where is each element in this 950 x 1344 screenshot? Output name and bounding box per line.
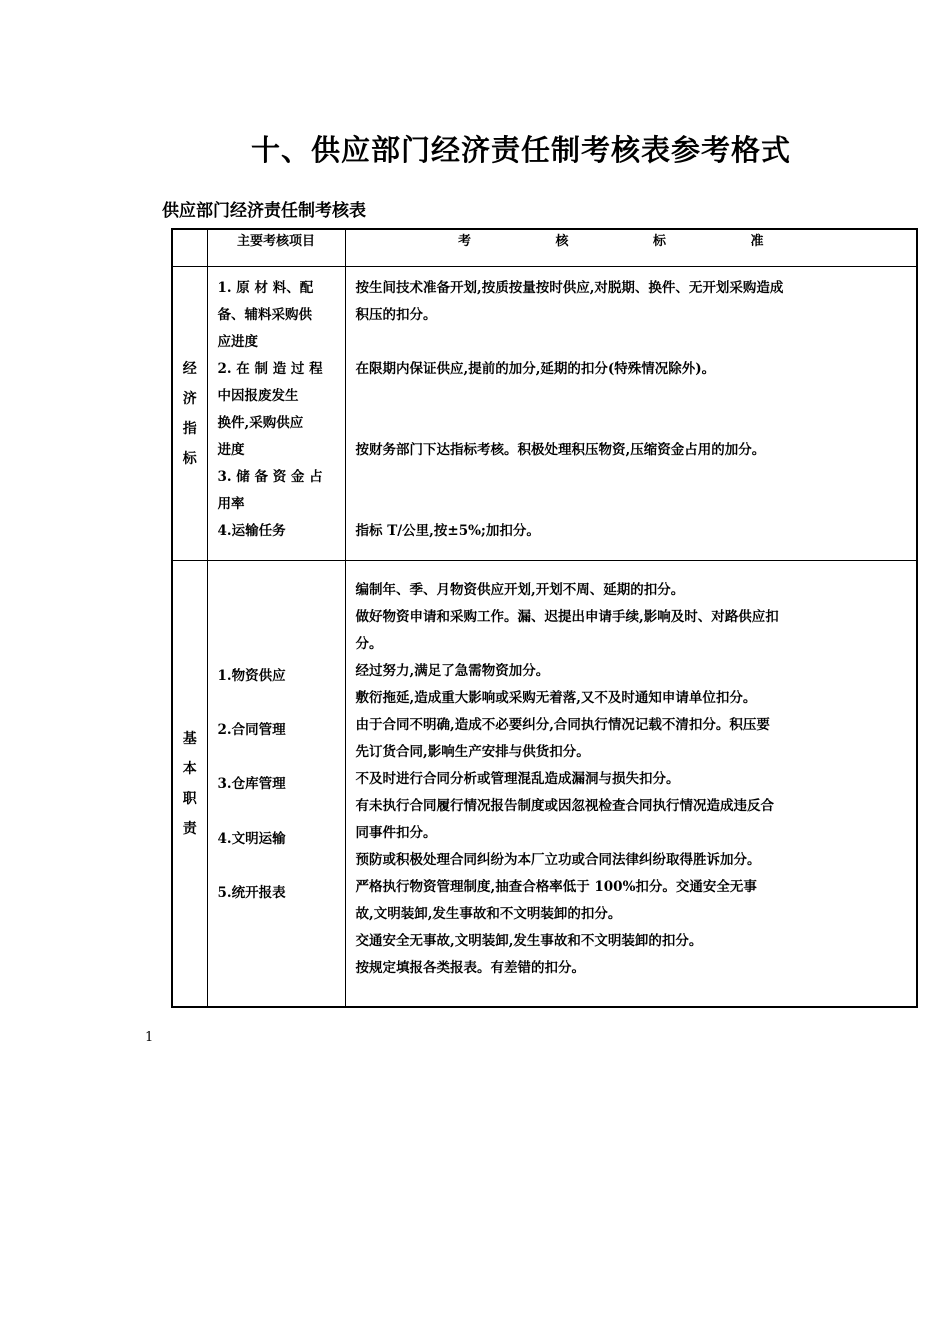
- duty-standard-line: 先订货合同,影响生产安排与供货扣分。: [355, 744, 590, 760]
- duty-standard-line: 经过努力,满足了急需物资加分。: [355, 663, 550, 679]
- duty-items: [207, 561, 345, 1008]
- duty-item: 2.合同管理: [217, 722, 286, 738]
- econ-item-line: 3. 储 备 资 金 占: [217, 469, 323, 485]
- header-standard: 考 核 标 准: [345, 229, 917, 267]
- econ-item-line: 用率: [217, 496, 245, 512]
- assessment-table: [171, 228, 918, 1008]
- table-caption: 供应部门经济责任制考核表: [162, 201, 366, 221]
- duty-item: 1.物资供应: [217, 668, 286, 684]
- category-econ: 经 济 指 标: [172, 267, 207, 561]
- document-title: 十、供应部门经济责任制考核表参考格式: [250, 133, 791, 167]
- econ-item-line: 4.运输任务: [217, 523, 286, 539]
- econ-standard-line: 积压的扣分。: [355, 307, 437, 323]
- econ-row: [172, 267, 917, 561]
- duty-standard-line: 按规定填报各类报表。有差错的扣分。: [355, 960, 585, 976]
- duty-standards: [345, 561, 917, 1008]
- duty-standard-line: 不及时进行合同分析或管理混乱造成漏洞与损失扣分。: [355, 771, 680, 787]
- duty-standard-line: 由于合同不明确,造成不必要纠分,合同执行情况记载不清扣分。积压要: [355, 717, 770, 733]
- duty-standard-line: 故,文明装卸,发生事故和不文明装卸的扣分。: [355, 906, 622, 922]
- duty-standard-line: 交通安全无事故,文明装卸,发生事故和不文明装卸的扣分。: [355, 933, 703, 949]
- duty-standard-line: 分。: [355, 636, 383, 652]
- econ-item-line: 2. 在 制 造 过 程: [217, 361, 323, 377]
- duty-standard-line: 严格执行物资管理制度,抽查合格率低于 100%扣分。交通安全无事: [355, 879, 757, 895]
- header-blank-cell: [172, 229, 207, 267]
- duty-item: 4.文明运输: [217, 831, 286, 847]
- econ-standard-line: 在限期内保证供应,提前的加分,延期的扣分(特殊情况除外)。: [355, 361, 716, 377]
- econ-item-line: 中因报废发生: [217, 388, 299, 404]
- duty-row: [172, 561, 917, 1008]
- econ-standard-line: 按生间技术准备开划,按质按量按时供应,对脱期、换件、无开划采购造成: [355, 280, 784, 296]
- page-number: 1: [145, 1030, 154, 1045]
- econ-standards: [345, 267, 917, 561]
- duty-standard-line: 编制年、季、月物资供应开划,开划不周、延期的扣分。: [355, 582, 685, 598]
- duty-standard-line: 有未执行合同履行情况报告制度或因忽视检查合同执行情况造成违反合: [355, 798, 774, 814]
- econ-items: [207, 267, 345, 561]
- econ-item-line: 进度: [217, 442, 245, 458]
- header-row: [172, 229, 917, 267]
- header-item: 主要考核项目: [207, 229, 345, 267]
- duty-standard-line: 做好物资申请和采购工作。漏、迟提出申请手续,影响及时、对路供应扣: [355, 609, 779, 625]
- econ-item-line: 1. 原 材 料、配: [217, 280, 314, 296]
- duty-standard-line: 预防或积极处理合同纠纷为本厂立功或合同法律纠纷取得胜诉加分。: [355, 852, 761, 868]
- econ-standard-line: 指标 T/公里,按±5%;加扣分。: [355, 523, 540, 539]
- duty-item: 3.仓库管理: [217, 776, 286, 792]
- category-duty: 基 本 职 责: [172, 561, 207, 1008]
- duty-standard-line: 同事件扣分。: [355, 825, 437, 841]
- econ-item-line: 应进度: [217, 334, 258, 350]
- econ-item-line: 备、辅料采购供: [217, 307, 312, 323]
- econ-standard-line: 按财务部门下达指标考核。积极处理积压物资,压缩资金占用的加分。: [355, 442, 766, 458]
- duty-item: 5.统开报表: [217, 885, 286, 901]
- econ-item-line: 换件,采购供应: [217, 415, 304, 431]
- duty-standard-line: 敷衍拖延,造成重大影响或采购无着落,又不及时通知申请单位扣分。: [355, 690, 757, 706]
